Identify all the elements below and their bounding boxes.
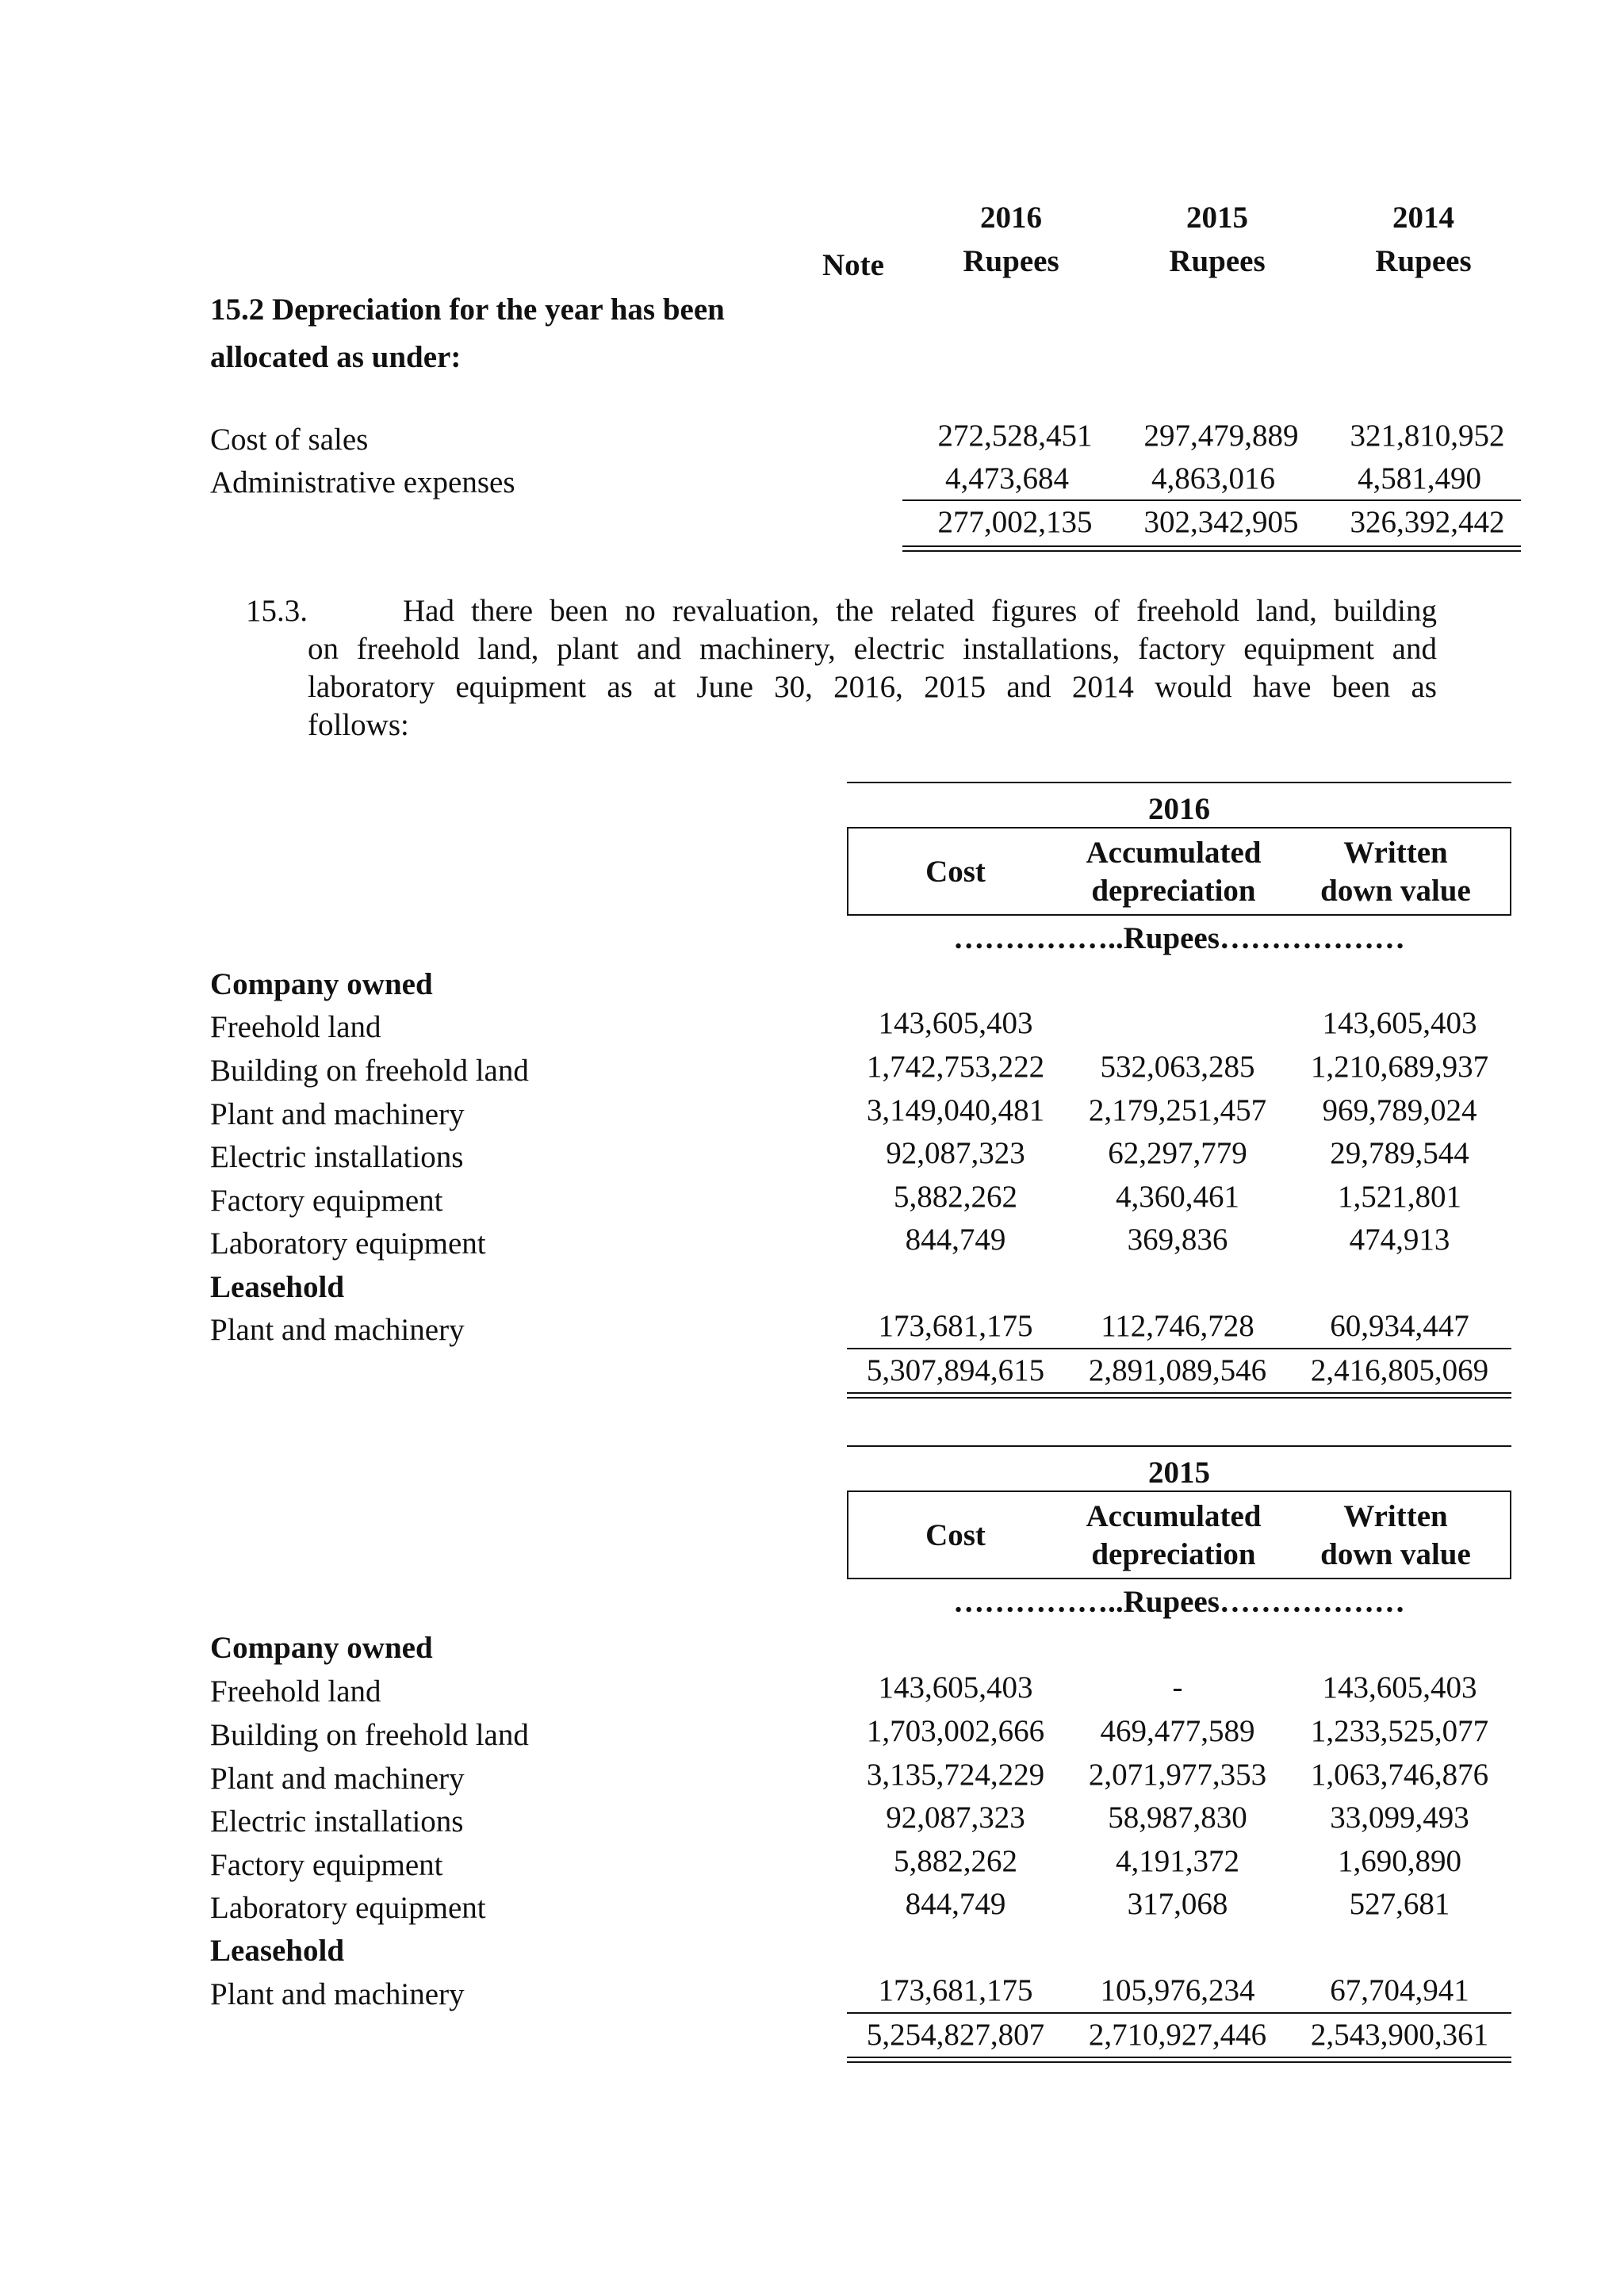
table-2015-wdv: 33,099,493 xyxy=(1330,1800,1469,1835)
table-2015-wdv: 1,233,525,077 xyxy=(1310,1714,1489,1748)
table-2016-col-acc-2: depreciation xyxy=(1091,874,1256,908)
row-label-cost-of-sales: Cost of sales xyxy=(210,423,369,457)
table-2016-wdv: 143,605,403 xyxy=(1322,1006,1477,1040)
table-2015-unit-line: ……………..Rupees……………… xyxy=(953,1585,1405,1619)
table-2016-col-wdv-2: down value xyxy=(1320,874,1471,908)
table-2016-row-label: Factory equipment xyxy=(210,1184,443,1218)
table-2015-year: 2015 xyxy=(1148,1456,1210,1490)
table-2016-acc: 2,179,251,457 xyxy=(1088,1093,1267,1127)
table-2016-unit-line: ……………..Rupees……………… xyxy=(953,921,1405,955)
table-2015-col-acc-1: Accumulated xyxy=(1086,1499,1262,1533)
table-2015-wdv: 527,681 xyxy=(1349,1887,1450,1921)
subtotal-rule xyxy=(902,499,1521,501)
table-2016-acc: 369,836 xyxy=(1127,1223,1228,1257)
table-2015-acc: 317,068 xyxy=(1127,1887,1228,1921)
table-2015-cost: 844,749 xyxy=(905,1887,1006,1921)
table-2016-total-cost: 5,307,894,615 xyxy=(866,1353,1045,1387)
section-15-3-line1: Had there been no revaluation, the related figures of freehold land, building xyxy=(403,594,1437,628)
table-2016-cost: 3,149,040,481 xyxy=(866,1093,1045,1127)
table-2016-acc: 4,360,461 xyxy=(1116,1180,1239,1214)
table-2015-col-cost: Cost xyxy=(925,1518,986,1552)
table-2016-row-label: Building on freehold land xyxy=(210,1054,529,1088)
year-header-2016: 2016 xyxy=(980,201,1042,235)
table-2015-acc: 469,477,589 xyxy=(1100,1714,1255,1748)
table-2015-lease-row-label: Plant and machinery xyxy=(210,1977,465,2011)
table-2016-subtotal-rule xyxy=(847,1348,1511,1349)
table-2015-cost: 92,087,323 xyxy=(886,1800,1025,1835)
value-cos-2016: 272,528,451 xyxy=(937,419,1093,453)
total-double-rule xyxy=(902,545,1521,552)
table-2016-wdv: 29,789,544 xyxy=(1330,1136,1469,1170)
table-2015-wdv: 1,690,890 xyxy=(1338,1844,1461,1878)
year-header-2014: 2014 xyxy=(1392,201,1454,235)
table-2015-cost: 5,882,262 xyxy=(894,1844,1017,1878)
value-admin-2015: 4,863,016 xyxy=(1151,461,1275,496)
table-2015-total-wdv: 2,543,900,361 xyxy=(1310,2018,1489,2052)
table-2015-col-wdv-1: Written xyxy=(1343,1499,1448,1533)
unit-header-2015: Rupees xyxy=(1169,244,1266,278)
table-2016-total-double-rule xyxy=(847,1392,1511,1399)
table-2015-col-acc-2: depreciation xyxy=(1091,1537,1256,1571)
table-2016-lease-cost: 173,681,175 xyxy=(878,1309,1033,1343)
table-2016-year: 2016 xyxy=(1148,792,1210,826)
table-2016-cost: 1,742,753,222 xyxy=(866,1050,1045,1084)
table-2016-wdv: 1,521,801 xyxy=(1338,1180,1461,1214)
table-2015-acc: 58,987,830 xyxy=(1108,1800,1247,1835)
table-2015-lease-wdv: 67,704,941 xyxy=(1330,1973,1469,2007)
row-label-admin-expenses: Administrative expenses xyxy=(210,465,515,499)
table-2016-row-label: Laboratory equipment xyxy=(210,1226,486,1261)
table-2016-total-acc: 2,891,089,546 xyxy=(1088,1353,1267,1387)
value-cos-2014: 321,810,952 xyxy=(1350,419,1505,453)
table-2016-lease-acc: 112,746,728 xyxy=(1101,1309,1254,1343)
unit-header-2016: Rupees xyxy=(963,244,1059,278)
table-2016-wdv: 474,913 xyxy=(1349,1223,1450,1257)
value-cos-2015: 297,479,889 xyxy=(1143,419,1299,453)
table-2016-col-wdv-1: Written xyxy=(1343,836,1448,870)
note-header: Note xyxy=(822,248,884,282)
table-2015-row-label: Freehold land xyxy=(210,1674,381,1709)
table-2016-cost: 844,749 xyxy=(905,1223,1006,1257)
table-2015-row-label: Laboratory equipment xyxy=(210,1891,486,1925)
table-2015-acc: 2,071,977,353 xyxy=(1088,1758,1267,1792)
table-2016-group-company-owned: Company owned xyxy=(210,967,433,1001)
table-2016-top-rule xyxy=(847,782,1511,783)
table-2016-col-acc-1: Accumulated xyxy=(1086,836,1262,870)
table-2016-total-wdv: 2,416,805,069 xyxy=(1310,1353,1489,1387)
section-15-2-title-line2: allocated as under: xyxy=(210,340,462,374)
unit-header-2014: Rupees xyxy=(1375,244,1472,278)
total-2014: 326,392,442 xyxy=(1350,505,1505,539)
table-2015-total-cost: 5,254,827,807 xyxy=(866,2018,1045,2052)
table-2015-lease-acc: 105,976,234 xyxy=(1100,1973,1255,2007)
table-2016-lease-wdv: 60,934,447 xyxy=(1330,1309,1469,1343)
table-2015-wdv: 1,063,746,876 xyxy=(1310,1758,1489,1792)
total-2015: 302,342,905 xyxy=(1143,505,1299,539)
year-header-2015: 2015 xyxy=(1186,201,1248,235)
table-2015-group-leasehold: Leasehold xyxy=(210,1934,345,1968)
table-2016-row-label: Electric installations xyxy=(210,1140,464,1174)
table-2015-col-wdv-2: down value xyxy=(1320,1537,1471,1571)
table-2016-wdv: 969,789,024 xyxy=(1322,1093,1477,1127)
table-2015-lease-cost: 173,681,175 xyxy=(878,1973,1033,2007)
table-2015-cost: 3,135,724,229 xyxy=(866,1758,1045,1792)
table-2016-group-leasehold: Leasehold xyxy=(210,1270,345,1304)
table-2015-total-double-rule xyxy=(847,2057,1511,2063)
table-2016-cost: 143,605,403 xyxy=(878,1006,1033,1040)
table-2016-acc: 62,297,779 xyxy=(1108,1136,1247,1170)
section-15-3-line2: on freehold land, plant and machinery, electric installations, factory equipment and xyxy=(308,632,1437,666)
value-admin-2016: 4,473,684 xyxy=(945,461,1069,496)
table-2015-row-label: Plant and machinery xyxy=(210,1762,465,1796)
table-2015-top-rule xyxy=(847,1445,1511,1447)
table-2015-group-company-owned: Company owned xyxy=(210,1631,433,1665)
table-2016-cost: 5,882,262 xyxy=(894,1180,1017,1214)
value-admin-2014: 4,581,490 xyxy=(1358,461,1481,496)
table-2016-cost: 92,087,323 xyxy=(886,1136,1025,1170)
table-2015-cost: 143,605,403 xyxy=(878,1670,1033,1705)
table-2015-row-label: Building on freehold land xyxy=(210,1718,529,1752)
table-2016-col-cost: Cost xyxy=(925,855,986,889)
table-2016-acc: 532,063,285 xyxy=(1100,1050,1255,1084)
table-2016-row-label: Plant and machinery xyxy=(210,1097,465,1131)
table-2016-lease-row-label: Plant and machinery xyxy=(210,1313,465,1347)
section-15-3-line3: laboratory equipment as at June 30, 2016, 2015 and 2014 would have been as xyxy=(308,670,1437,704)
table-2015-acc: 4,191,372 xyxy=(1116,1844,1239,1878)
table-2016-wdv: 1,210,689,937 xyxy=(1310,1050,1489,1084)
table-2015-wdv: 143,605,403 xyxy=(1322,1670,1477,1705)
section-15-3-line4: follows: xyxy=(308,708,409,742)
table-2015-subtotal-rule xyxy=(847,2012,1511,2014)
table-2015-row-label: Factory equipment xyxy=(210,1848,443,1882)
table-2015-acc: - xyxy=(1172,1670,1183,1705)
table-2015-total-acc: 2,710,927,446 xyxy=(1088,2018,1267,2052)
section-15-2-title-line1: 15.2 Depreciation for the year has been xyxy=(210,293,725,327)
table-2015-row-label: Electric installations xyxy=(210,1804,464,1839)
table-2016-row-label: Freehold land xyxy=(210,1010,381,1044)
section-15-3-number: 15.3. xyxy=(246,594,308,628)
total-2016: 277,002,135 xyxy=(937,505,1093,539)
table-2015-cost: 1,703,002,666 xyxy=(866,1714,1045,1748)
